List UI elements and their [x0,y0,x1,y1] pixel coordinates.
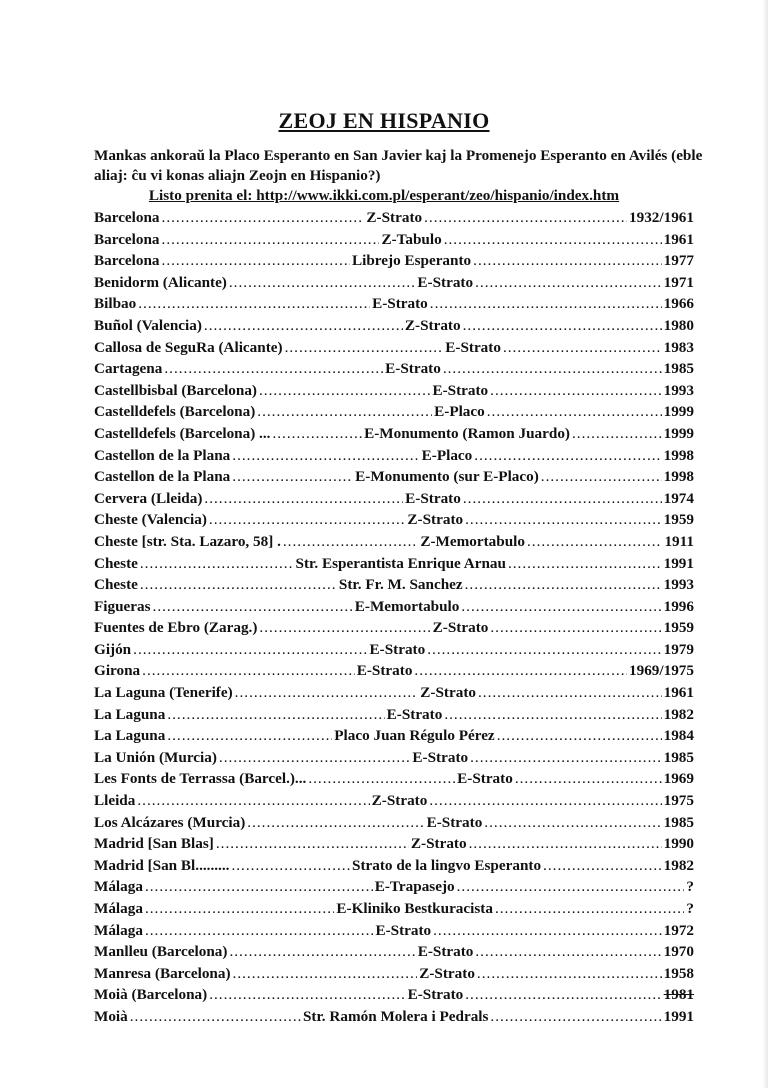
scan-edge-shadow [762,0,768,1088]
dot-leader [427,639,661,661]
entry-year: 1993 [663,381,694,399]
dot-leader [475,272,662,294]
entry-object: E-Strato [386,705,443,723]
entry-object: E-Strato [417,943,474,961]
entry-year: 1966 [663,295,694,313]
entry-place: Manlleu (Barcelona) [94,943,228,961]
dot-leader [490,380,661,402]
list-item [94,401,694,423]
dot-leader [414,660,627,682]
list-item [94,963,694,985]
entry-object: Placo Juan Régulo Pérez [334,727,495,745]
dot-leader [167,704,384,726]
entry-place: Manresa (Barcelona) [94,964,231,982]
entry-object: Str. Esperantista Enrique Arnau [295,554,506,572]
dot-leader [233,963,418,985]
entry-place: Cheste [94,576,138,594]
entry-place: Málaga [94,921,143,939]
list-item [94,876,694,898]
entry-place: Castelldefels (Barcelona) [94,403,256,421]
list-item [94,553,694,575]
list-item [94,833,694,855]
entry-object: E-Strato [432,381,489,399]
entry-place: Fuentes de Ebro (Zarag.) [94,619,258,637]
dot-leader [162,207,365,229]
dot-leader [543,855,662,877]
entry-place: Barcelona [94,252,160,270]
entry-year: 1970 [663,943,694,961]
list-item [94,337,694,359]
list-item [94,531,694,553]
entry-place: Castellbisbal (Barcelona) [94,381,257,399]
dot-leader [216,833,409,855]
entry-place: Cheste [94,554,138,572]
entry-place: Castelldefels (Barcelona) ... [94,424,271,442]
list-item [94,920,694,942]
entry-object: Z-Strato [432,619,489,637]
entry-year: 1959 [663,619,694,637]
dot-leader [443,358,662,380]
dot-leader [541,466,662,488]
dot-leader [424,207,627,229]
dot-leader [463,315,662,337]
dot-leader [465,509,662,531]
dot-leader [527,531,662,553]
dot-leader [478,682,662,704]
dot-leader [162,250,350,272]
dot-leader [247,812,424,834]
entry-place: Cartagena [94,360,163,378]
list-item [94,725,694,747]
entry-year: 1958 [663,964,694,982]
entry-place: Lleida [94,792,136,810]
entry-place: Madrid [San Blas] [94,835,214,853]
entry-year: 1991 [663,554,694,572]
list-item [94,617,694,639]
dot-leader [140,553,294,575]
entry-object: Librejo Esperanto [352,252,472,270]
entry-place: Callosa de SeguRa (Alicante) [94,338,283,356]
list-item [94,445,694,467]
entry-year: 1932/1961 [629,209,694,226]
dot-leader [257,401,432,423]
list-item [94,812,694,834]
dot-leader [232,445,419,467]
dot-leader [461,596,661,618]
dot-leader [142,660,355,682]
entry-object: E-Strato [457,770,513,788]
entry-year: 1985 [663,748,694,766]
entry-object: E-Monumento (sur E-Placo) [355,468,539,486]
dot-leader [515,768,662,790]
dot-leader [495,898,684,920]
entry-year: 1961 [663,684,694,702]
entry-year: 1959 [663,511,694,529]
entry-object: E-Strato [369,640,426,658]
entry-object: E-Strato [445,338,501,356]
dot-leader [490,617,661,639]
dot-leader [508,553,662,575]
entry-object: E-Trapasejo [374,878,455,896]
dot-leader [457,876,685,898]
list-item [94,790,694,812]
list-item [94,639,694,661]
entry-year: 1999 [663,424,694,442]
list-item [94,574,694,596]
entry-place: Moià (Barcelona) [94,986,208,1004]
entry-place: Gijón [94,640,132,658]
entry-place: Girona [94,662,141,680]
dot-leader [219,747,411,769]
entry-object: Z-Tabulo [381,230,442,248]
entry-year: ? [686,878,694,896]
dot-leader [572,423,662,445]
entry-year: 1991 [663,1007,694,1025]
dot-leader [162,229,380,251]
dot-leader [137,790,369,812]
entry-object: E-Strato [417,273,474,291]
list-item [94,466,694,488]
list-item [94,747,694,769]
entry-year: 1979 [663,640,694,658]
entry-year: 1911 [664,532,694,550]
dot-leader [231,855,350,877]
dot-leader [145,920,374,942]
dot-leader [229,941,415,963]
source-note: Listo prenita el: http://www.ikki.com.pl/esperant/zeo/hispanio/index.htm [148,187,620,204]
dot-leader [473,250,661,272]
entry-year: ? [686,900,694,917]
entry-place: Castellon de la Plana [94,468,231,486]
entry-year: 1985 [663,813,694,831]
entry-object: E-Strato [372,295,428,313]
entry-object: Str. Ramón Molera i Pedrals [302,1007,489,1025]
dot-leader [465,984,661,1006]
dot-leader [444,704,661,726]
entry-place: Cheste (Valencia) [94,511,207,529]
entry-place: La Unión (Murcia) [94,748,217,766]
dot-leader [285,337,444,359]
list-item [94,704,694,726]
entry-object: E-Strato [375,921,432,939]
entry-object: Z-Strato [419,964,475,982]
entry-place: Moià [94,1007,128,1025]
entry-place: Barcelona [94,230,160,248]
dot-leader [153,596,353,618]
dot-leader [474,445,661,467]
list-item [94,358,694,380]
entry-year: 1999 [663,403,694,421]
entry-year: 1990 [663,835,694,853]
dot-leader [164,358,383,380]
list-item [94,984,694,1006]
entry-year: 1974 [663,489,694,507]
dot-leader [429,790,661,812]
entry-year: 1998 [663,468,694,486]
entry-place: Madrid [San Bl......... [94,856,230,874]
entry-place: Barcelona [94,209,160,226]
dot-leader [167,725,332,747]
list-item [94,768,694,790]
dot-leader [430,293,662,315]
entry-object: Z-Strato [404,316,461,334]
entry-object: E-Monumento (Ramon Juardo) [364,424,570,442]
entry-object: E-Strato [407,986,464,1004]
entry-place: Castellon de la Plana [94,446,231,464]
entry-place: La Laguna [94,727,166,745]
entry-place: Les Fonts de Terrassa (Barcel.)... [94,770,307,788]
list-item [94,488,694,510]
entry-object: Z-Strato [410,835,467,853]
entry-object: E-Placo [434,403,485,421]
entry-year: 1975 [663,792,694,810]
entry-object: E-Strato [385,360,441,378]
dot-leader [469,833,662,855]
document-title: ZEOJ EN HISPANIO [278,108,490,133]
dot-leader [477,963,662,985]
entry-year: 1980 [663,316,694,334]
entry-year: 1982 [663,705,694,723]
entry-year: 1981 [663,986,694,1004]
entry-year: 1961 [663,230,694,248]
dot-leader [497,725,662,747]
entry-object: Z-Memortabulo [420,532,525,550]
entry-object: E-Strato [412,748,469,766]
entry-object: Strato de la lingvo Esperanto [352,856,542,874]
entry-year: 1972 [663,921,694,939]
dot-leader [475,941,661,963]
dot-leader [138,293,370,315]
list-item [94,229,694,251]
dot-leader [229,272,416,294]
list-item [94,293,694,315]
entry-place: Cervera (Lleida) [94,489,203,507]
dot-leader [145,876,373,898]
entry-object: Str. Fr. M. Sanchez [338,576,463,594]
list-item [94,941,694,963]
list-item [94,272,694,294]
dot-leader [487,401,662,423]
entry-list [94,207,694,1028]
dot-leader [259,617,430,639]
entry-place: Málaga [94,878,143,896]
entry-place: Benidorm (Alicante) [94,273,227,291]
entry-object: Z-Strato [371,792,428,810]
entry-place: Bilbao [94,295,137,313]
dot-leader [145,898,334,920]
entry-year: 1998 [663,446,694,464]
dot-leader [272,423,362,445]
dot-leader [209,509,406,531]
entry-year: 1985 [663,360,694,378]
list-item [94,207,694,229]
dot-leader [235,682,419,704]
dot-leader [463,488,662,510]
list-item [94,855,694,877]
dot-leader [209,984,405,1006]
list-item [94,250,694,272]
entry-object: Z-Strato [407,511,464,529]
entry-place: Buñol (Valencia) [94,316,202,334]
dot-leader [283,531,418,553]
entry-object: E-Strato [405,489,461,507]
entry-object: Z-Strato [366,209,423,226]
entry-object: E-Kliniko Bestkuracista [336,900,493,917]
dot-leader [232,466,353,488]
entry-year: 1996 [663,597,694,615]
dot-leader [490,1006,661,1028]
dot-leader [465,574,662,596]
entry-place: Los Alcázares (Murcia) [94,813,246,831]
entry-object: E-Strato [426,813,483,831]
list-item [94,509,694,531]
dot-leader [140,574,337,596]
dot-leader [133,639,367,661]
dot-leader [130,1006,301,1028]
entry-year: 1971 [663,273,694,291]
entry-place: Figueras [94,597,151,615]
list-item [94,682,694,704]
list-item [94,315,694,337]
dot-leader [503,337,662,359]
entry-year: 1984 [663,727,694,745]
entry-object: Z-Strato [420,684,476,702]
entry-year: 1977 [663,252,694,270]
intro-paragraph: Mankas ankoraŭ la Placo Esperanto en San Javier kaj la Promenejo Esperanto en Avilés (eble aliaj: ĉu vi konas aliajn Zeojn en Hispanio?) [94,147,703,184]
list-item [94,1006,694,1028]
entry-place: Cheste [str. Sta. Lazaro, 58] . [94,532,281,550]
entry-object: E-Strato [356,662,413,680]
dot-leader [259,380,430,402]
entry-place: Málaga [94,900,143,917]
list-item [94,423,694,445]
entry-object: E-Memortabulo [354,597,460,615]
dot-leader [484,812,661,834]
dot-leader [433,920,662,942]
entry-year: 1969/1975 [629,662,694,680]
entry-object: E-Placo [421,446,473,464]
dot-leader [470,747,662,769]
list-item [94,660,694,682]
list-item [94,596,694,618]
list-item [94,898,694,920]
entry-place: La Laguna [94,705,166,723]
entry-year: 1982 [663,856,694,874]
entry-year: 1993 [663,576,694,594]
dot-leader [204,315,403,337]
entry-year: 1969 [663,770,694,788]
list-item [94,380,694,402]
dot-leader [204,488,403,510]
dot-leader [444,229,662,251]
entry-year: 1983 [663,338,694,356]
entry-place: La Laguna (Tenerife) [94,684,233,702]
dot-leader [308,768,455,790]
